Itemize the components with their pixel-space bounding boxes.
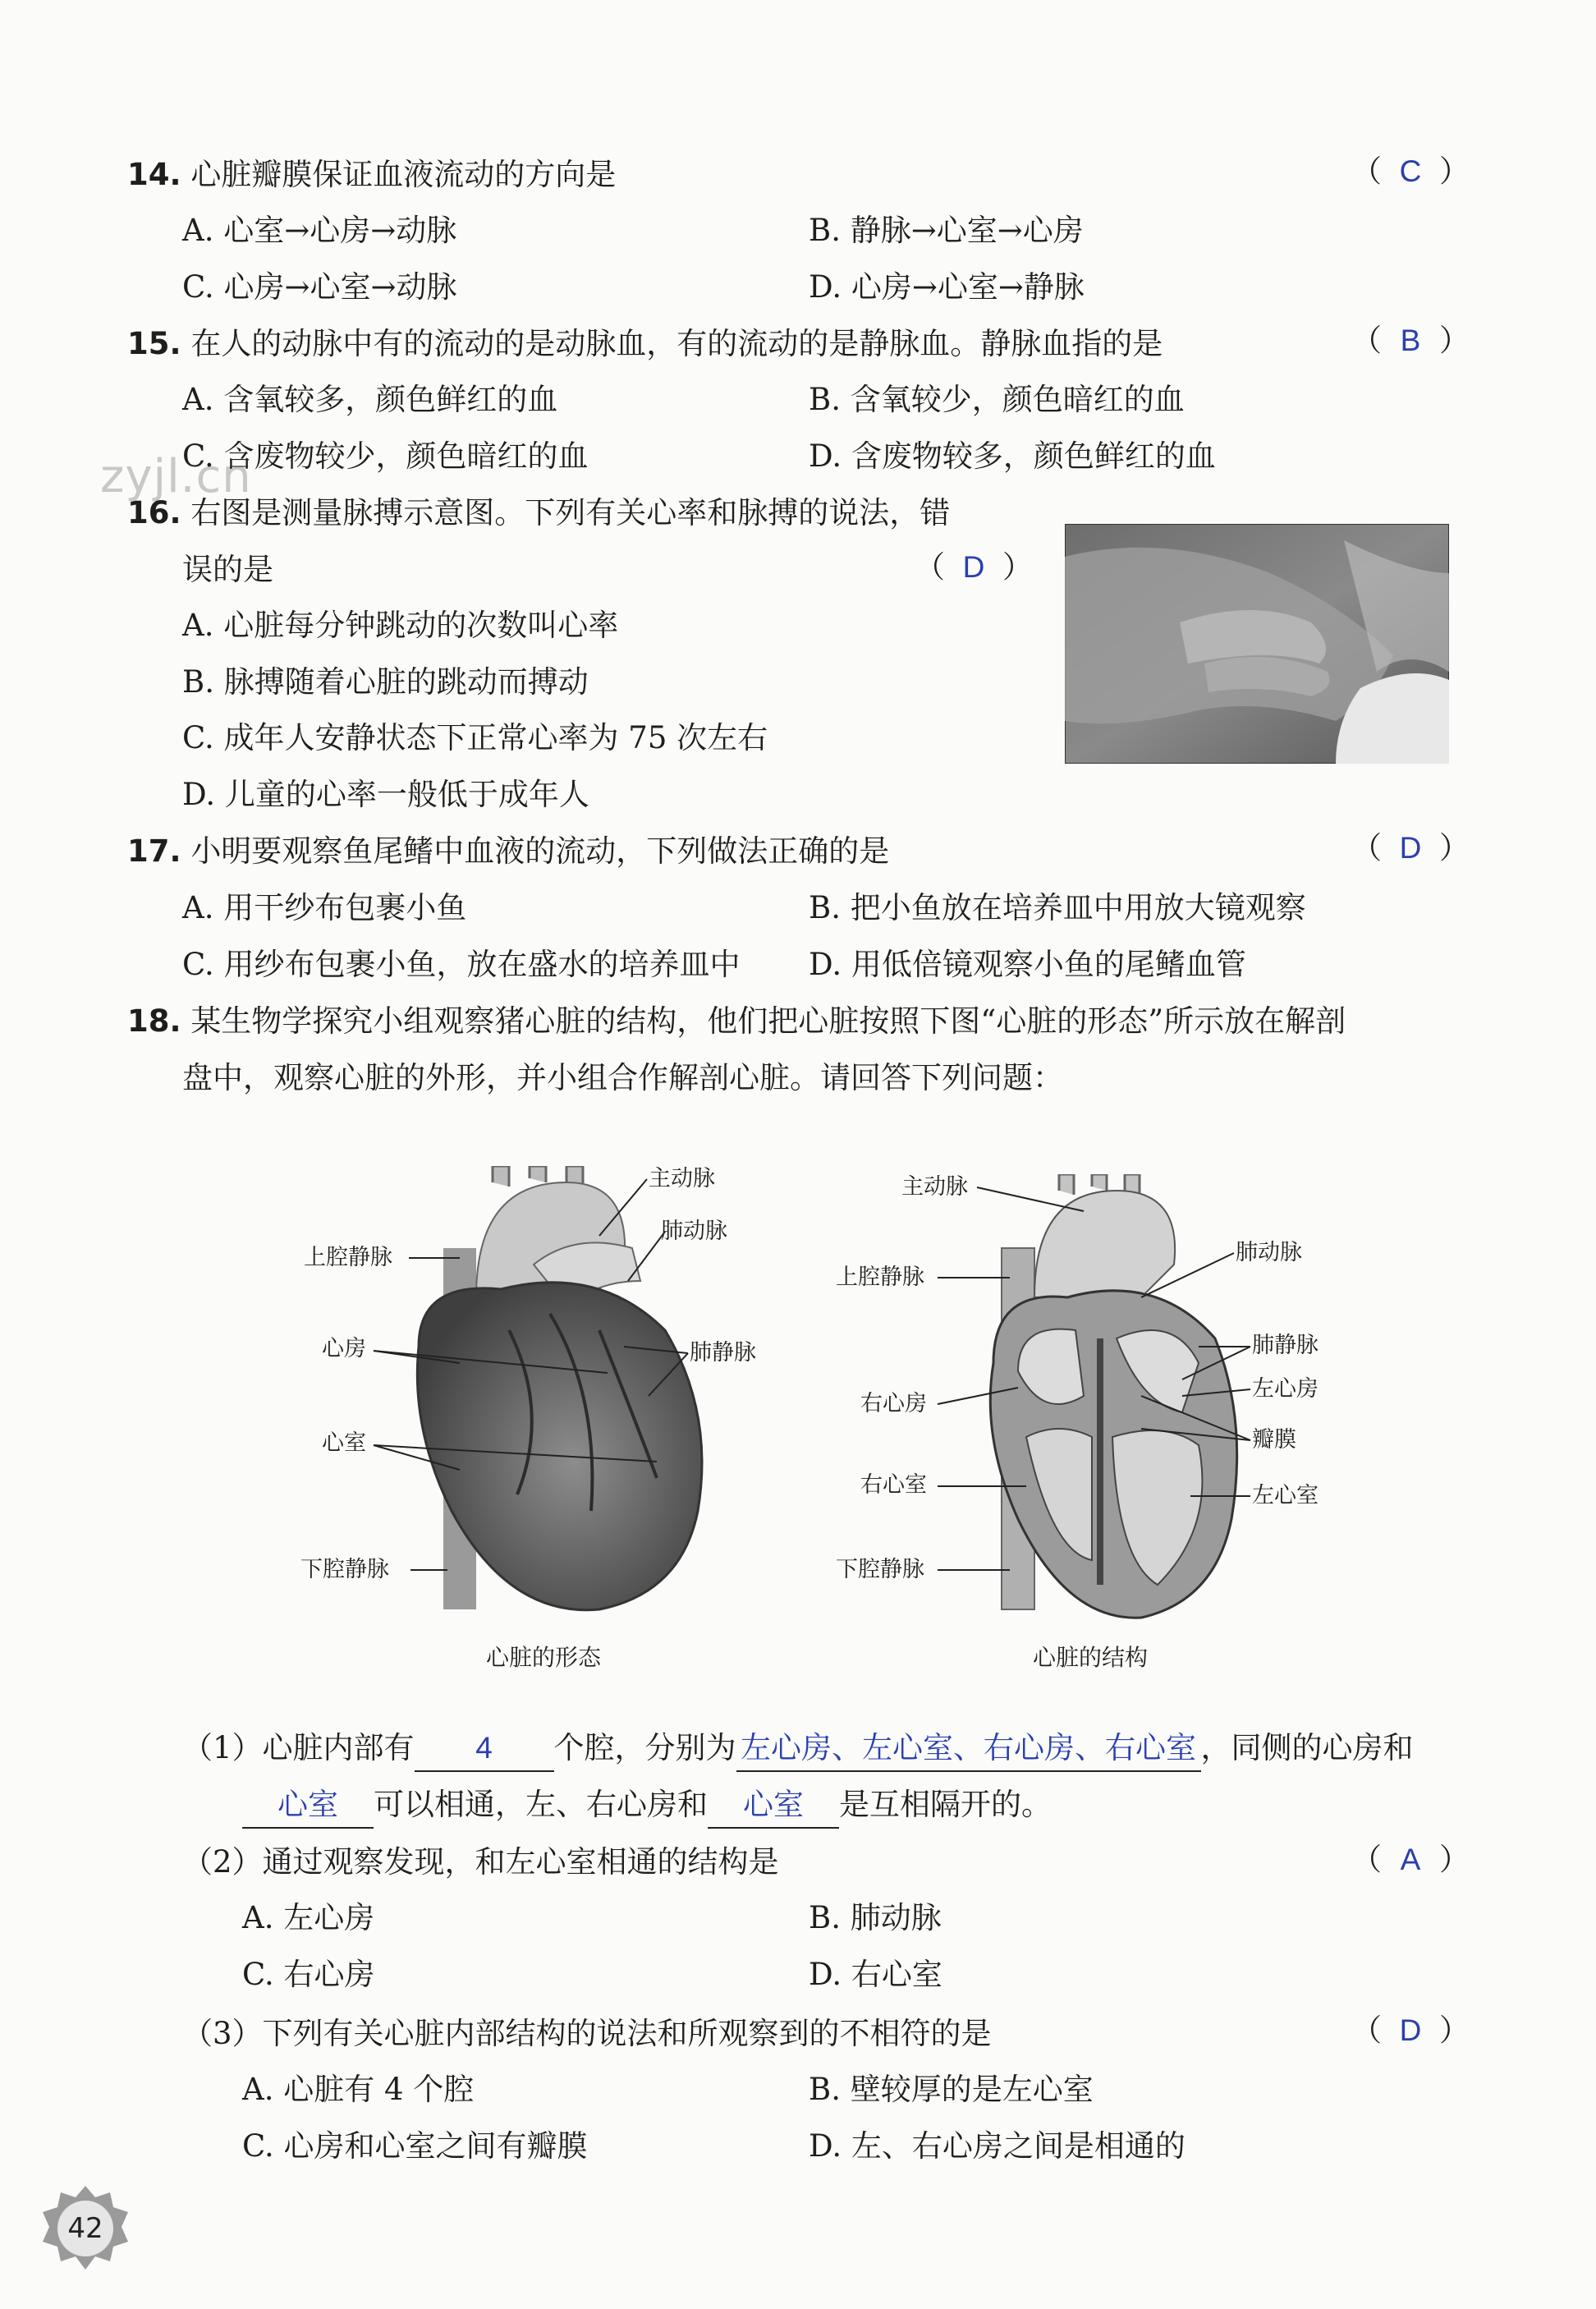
q18-sub1-text-5: 是互相隔开的。 <box>839 1787 1052 1822</box>
q14-option-a: A. 心室→心房→动脉 <box>182 213 457 248</box>
q17-option-b: B. 把小鱼放在培养皿中用放大镜观察 <box>809 890 1306 925</box>
q15-option-c: C. 含废物较少，颜色暗红的血 <box>182 438 589 474</box>
q16-option-c: C. 成年人安静状态下正常心率为 75 次左右 <box>182 720 768 755</box>
q16-text-line1: 右图是测量脉搏示意图。下列有关心率和脉搏的说法，错 <box>190 495 951 530</box>
fig1-label-aorta: 主动脉 <box>649 1166 715 1191</box>
q18-sub3-stem: （3）下列有关心脏内部结构的说法和所观察到的不相符的是 <box>182 2016 992 2051</box>
q15-answer-bracket: （ B ） <box>1351 320 1470 361</box>
fig1-label-pulmonary-vein: 肺静脉 <box>690 1340 756 1366</box>
fig2-label-pulmonary-artery: 肺动脉 <box>1236 1240 1302 1265</box>
q18-number: 18. <box>127 1003 181 1039</box>
fig1-caption: 心脏的形态 <box>486 1644 602 1671</box>
q18-sub1-answer-separated: 心室 <box>743 1788 804 1821</box>
fig2-label-superior-vena-cava: 上腔静脉 <box>836 1265 924 1290</box>
q17-option-a: A. 用干纱布包裹小鱼 <box>182 890 467 925</box>
q18-sub3-option-c: C. 心房和心室之间有瓣膜 <box>242 2128 588 2164</box>
fig1-label-atrium: 心房 <box>322 1336 366 1361</box>
q18-sub1-line2 <box>242 1784 1052 1829</box>
q18-sub3-answer-bracket: （ D ） <box>1351 2010 1470 2051</box>
q16-option-d: D. 儿童的心率一般低于成年人 <box>182 777 589 812</box>
q18-sub2-option-d: D. 右心室 <box>809 1957 942 1992</box>
q16-option-b: B. 脉搏随着心脏的跳动而搏动 <box>182 664 589 700</box>
q18-sub2-option-b: B. 肺动脉 <box>809 1900 942 1935</box>
q18-sub1-blank-names <box>736 1733 1201 1772</box>
fig2-label-valve: 瓣膜 <box>1252 1427 1296 1453</box>
q16-number: 16. <box>127 495 181 530</box>
page-number-badge <box>41 2184 130 2273</box>
q18-sub2-answer-bracket: （ A ） <box>1351 1839 1470 1880</box>
q18-sub1-answer-connected: 心室 <box>277 1788 338 1821</box>
q15-answer: B <box>1400 324 1421 357</box>
fig2-label-left-ventricle: 左心室 <box>1252 1483 1319 1508</box>
q17-option-c: C. 用纱布包裹小鱼，放在盛水的培养皿中 <box>182 947 741 982</box>
q18-sub2-answer: A <box>1400 1843 1421 1876</box>
fig2-label-pulmonary-vein: 肺静脉 <box>1252 1333 1319 1358</box>
q16-option-a: A. 心脏每分钟跳动的次数叫心率 <box>182 608 619 643</box>
watermark: zyjl.cn <box>100 450 252 503</box>
q18-text-line2: 盘中，观察心脏的外形，并小组合作解剖心脏。请回答下列问题： <box>182 1060 1063 1095</box>
q18-sub1-text-1: （1）心脏内部有 <box>182 1730 415 1765</box>
page-number: 42 <box>67 2212 103 2245</box>
q18-sub1-text-2: 个腔，分别为 <box>553 1730 736 1765</box>
fig1-label-inferior-vena-cava: 下腔静脉 <box>300 1557 389 1582</box>
fig2-label-aorta: 主动脉 <box>901 1174 968 1200</box>
fig1-label-ventricle: 心室 <box>322 1430 366 1456</box>
q18-sub3-option-d: D. 左、右心房之间是相通的 <box>809 2128 1186 2164</box>
q18-sub1-answer-names: 左心房、左心室、右心房、右心室 <box>741 1731 1197 1765</box>
q18-sub1-text-3: ，同侧的心房和 <box>1200 1730 1414 1765</box>
q15-text: 在人的动脉中有的流动的是动脉血，有的流动的是静脉血。静脉血指的是 <box>190 326 1163 361</box>
q15-option-a: A. 含氧较多，颜色鲜红的血 <box>182 382 558 417</box>
q18-sub1-line1 <box>182 1728 1414 1772</box>
fig2-caption: 心脏的结构 <box>1033 1644 1149 1671</box>
q15-number: 15. <box>127 326 181 361</box>
fig1-label-superior-vena-cava: 上腔静脉 <box>304 1245 392 1270</box>
q18-sub1-blank-separated <box>708 1789 839 1829</box>
q16-text-line2: 误的是 <box>182 552 273 587</box>
q14-answer-bracket: （ C ） <box>1351 151 1470 192</box>
q17-answer-bracket: （ D ） <box>1351 828 1470 869</box>
q17-answer: D <box>1399 831 1422 865</box>
q18-sub2-stem: （2）通过观察发现，和左心室相通的结构是 <box>182 1844 779 1880</box>
q14-option-b: B. 静脉→心室→心房 <box>809 213 1084 248</box>
q14-answer: C <box>1399 154 1422 188</box>
q18-sub1-answer-chambers: 4 <box>475 1731 493 1765</box>
q16-answer-bracket: （ D ） <box>915 547 1033 588</box>
q14-text: 心脏瓣膜保证血液流动的方向是 <box>190 157 617 192</box>
q17-number: 17. <box>127 833 181 869</box>
q14-number: 14. <box>127 157 181 192</box>
q17-text: 小明要观察鱼尾鳍中血液的流动，下列做法正确的是 <box>190 833 890 869</box>
q18-sub3-option-a: A. 心脏有 4 个腔 <box>242 2072 475 2107</box>
fig2-label-inferior-vena-cava: 下腔静脉 <box>836 1557 924 1582</box>
q18-sub1-blank-connected <box>242 1789 374 1829</box>
q16-answer: D <box>962 550 985 584</box>
q18-sub2-option-c: C. 右心房 <box>242 1957 375 1992</box>
q18-sub1-blank-chambers <box>415 1733 554 1772</box>
q18-sub3-option-b: B. 壁较厚的是左心室 <box>809 2072 1094 2107</box>
q18-text-line1: 某生物学探究小组观察猪心脏的结构，他们把心脏按照下图“心脏的形态”所示放在解剖 <box>190 1003 1346 1039</box>
q14-option-c: C. 心房→心室→动脉 <box>182 269 457 305</box>
fig2-label-right-ventricle: 右心室 <box>860 1472 927 1498</box>
q15-option-b: B. 含氧较少，颜色暗红的血 <box>809 382 1185 417</box>
q15-option-d: D. 含废物较多，颜色鲜红的血 <box>809 438 1216 474</box>
q17-option-d: D. 用低倍镜观察小鱼的尾鳍血管 <box>809 947 1246 982</box>
q14-option-d: D. 心房→心室→静脉 <box>809 269 1085 305</box>
fig2-label-left-atrium: 左心房 <box>1252 1376 1319 1402</box>
q18-sub1-text-4: 可以相通，左、右心房和 <box>374 1787 708 1822</box>
fig2-label-right-atrium: 右心房 <box>860 1391 927 1416</box>
fig1-label-pulmonary-artery: 肺动脉 <box>661 1219 727 1244</box>
q18-sub2-option-a: A. 左心房 <box>242 1900 375 1935</box>
q18-sub3-answer: D <box>1399 2013 1422 2047</box>
